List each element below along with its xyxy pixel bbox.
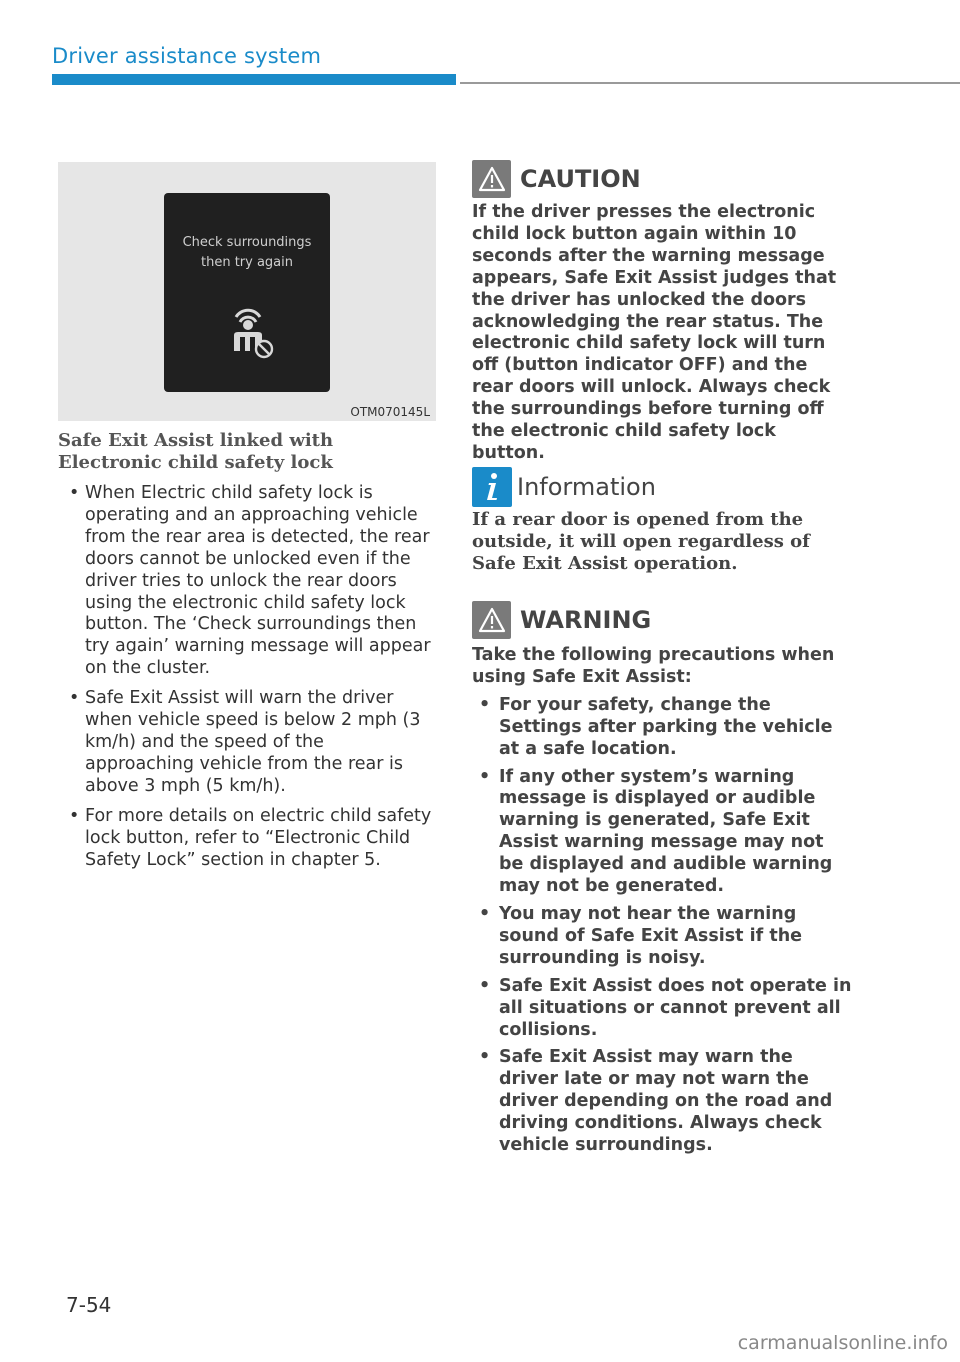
warning-title: WARNING [520, 606, 652, 634]
page-number: 7-54 [66, 1293, 112, 1317]
list-item: • Safe Exit Assist may warn the driver late or may not warn the driver depending on the road and driving conditions. Always check vehicle surroundings. [472, 1047, 852, 1157]
header-accent-bar [52, 74, 456, 85]
caution-title: CAUTION [520, 165, 641, 193]
watermark: carmanualsonline.info [737, 1332, 948, 1354]
subsection-title: Safe Exit Assist linked with Electronic child safety lock [58, 430, 334, 473]
section-title: Driver assistance system [52, 44, 322, 68]
list-item: • When Electric child safety lock is operating and an approaching vehicle from the rear area is detected, the rear doors cannot be unlocked even if the driver tries to unlock the rear doors using the electronic child safety lock button. The ‘Check surroundings then try again’ warning message will appear on the cluster. [58, 483, 436, 680]
list-item: • Safe Exit Assist does not operate in all situations or cannot prevent all collisions. [472, 976, 852, 1042]
cluster-screen [164, 193, 330, 392]
information-text: If a rear door is opened from the outside, it will open regardless of Safe Exit Assist operation. [472, 509, 810, 574]
header-divider [460, 82, 960, 84]
information-header [472, 467, 852, 507]
feature-bullet-list [58, 483, 436, 871]
warning-notice [472, 601, 852, 1163]
figure-code: OTM070145L [350, 405, 430, 419]
warning-list [472, 695, 852, 1157]
warning-triangle-icon [472, 160, 511, 198]
info-icon [472, 467, 512, 507]
cluster-figure [58, 162, 436, 421]
list-item: • If any other system’s warning message is displayed or audible warning is generated, Safe Exit Assist warning message may not be displayed and audible warning may not be generated. [472, 767, 852, 898]
left-column [58, 430, 436, 879]
warning-triangle-icon [472, 601, 511, 639]
information-notice [472, 467, 852, 575]
cluster-message [164, 233, 330, 273]
list-item: • For more details on electric child safety lock button, refer to “Electronic Child Safety Lock” section in chapter 5. [58, 806, 436, 872]
warning-header [472, 601, 852, 639]
caution-notice [472, 160, 852, 465]
caution-header [472, 160, 852, 198]
warning-intro: Take the following precautions when using Safe Exit Assist: [472, 645, 835, 687]
list-item: • For your safety, change the Settings after parking the vehicle at a safe location. [472, 695, 852, 761]
caution-text: If the driver presses the electronic child lock button again within 10 seconds after the warning message appears, Safe Exit Assist judges that the driver has unlocked the doors acknowledging the rear status. The electronic child safety lock will turn off (button indicator OFF) and the rear doors will unlock. Always check the surroundings before turning off the electronic child safety lock button. [472, 202, 837, 463]
cluster-message-line1: Check surroundings [182, 235, 312, 250]
list-item: • You may not hear the warning sound of Safe Exit Assist if the surrounding is noisy. [472, 904, 852, 970]
cluster-message-line2: then try again [200, 255, 293, 270]
information-title: Information [517, 473, 656, 501]
list-item: • Safe Exit Assist will warn the driver when vehicle speed is below 2 mph (3 km/h) and the speed of the approaching vehicle from the rear is above 3 mph (5 km/h). [58, 688, 436, 798]
child-lock-icon [220, 303, 276, 363]
